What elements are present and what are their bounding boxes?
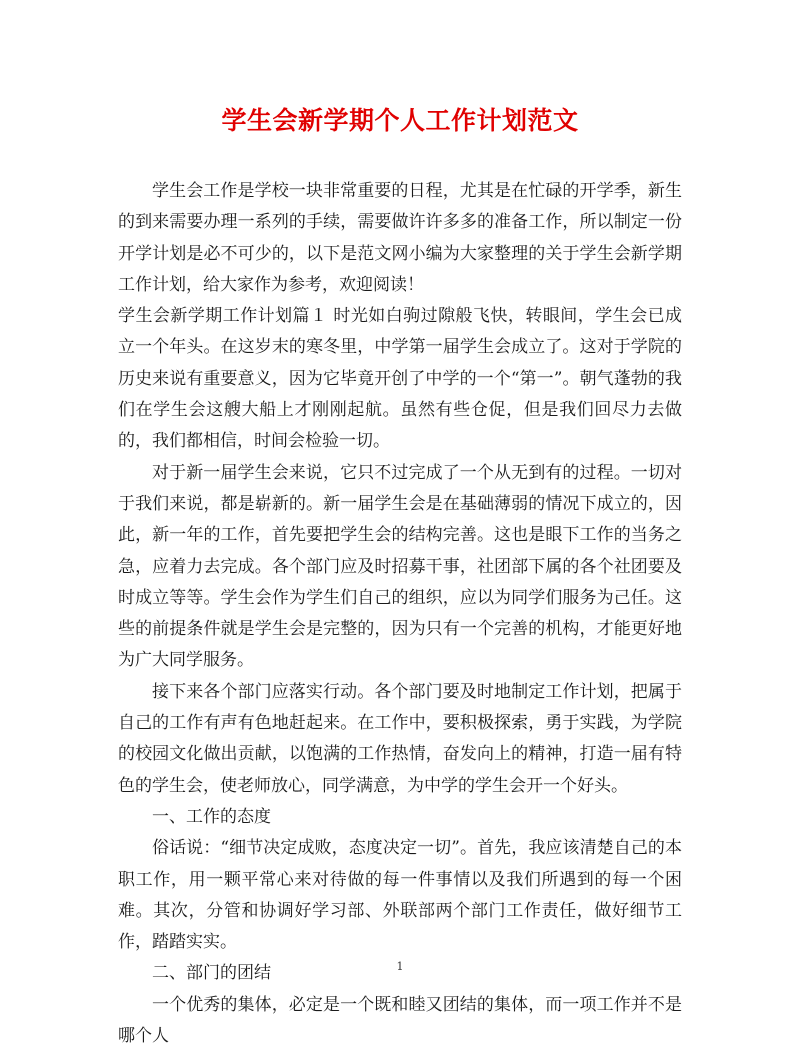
page-number: 1 — [396, 960, 404, 973]
intro-paragraph: 学生会工作是学校一块非常重要的日程，尤其是在忙碌的开学季，新生的到来需要办理一系列的手续，需要做许许多多的准备工作，所以制定一份开学计划是必不可少的，以下是范文网小编为大家整理的关于学生会新学期工作计划，给大家作为参考，欢迎阅读！ — [118, 181, 682, 295]
section-heading-attitude: 一、工作的态度 — [152, 806, 271, 827]
document-title: 学生会新学期个人工作计划范文 — [221, 106, 579, 135]
body-paragraph-2: 接下来各个部门应落实行动。各个部门要及时地制定工作计划，把属于自己的工作有声有色地赶起来。在工作中，要积极探索，勇于实践，为学院的校园文化做出贡献，以饱满的工作热情，奋发向上的精神，打造一届有特色的学生会，使老师放心，同学满意，为中学的学生会开一个好头。 — [118, 681, 682, 796]
body-paragraph-3: 俗话说：“细节决定成败，态度决定一切”。首先，我应该清楚自己的本职工作，用一颗平常心来对待做的每一件事情以及我们所遇到的每一个困难。其次，分管和协调好学习部、外联部两个部门工作责任，做好细节工作，踏踏实实。 — [118, 838, 682, 953]
chapter-text: 时光如白驹过隙般飞快，转眼间，学生会已成立一个年头。在这岁末的寒冬里，中学第一届学生会成立了。这对于学院的历史来说有重要意义，因为它毕竟开创了中学的一个“第一”。朝气蓬勃的我们在学生会这艘大船上才刚刚起航。虽然有些仓促，但是我们回尽力去做的，我们都相信，时间会检验一切。 — [118, 306, 683, 452]
chapter-paragraph — [118, 301, 682, 457]
chapter-label: 学生会新学期工作计划篇１ — [118, 306, 328, 327]
document-body — [118, 176, 682, 1052]
body-paragraph-4: 一个优秀的集体，必定是一个既和睦又团结的集体，而一项工作并不是哪个人 — [118, 994, 682, 1047]
body-paragraph-1: 对于新一届学生会来说，它只不过完成了一个从无到有的过程。一切对于我们来说，都是崭新的。新一届学生会是在基础薄弱的情况下成立的，因此，新一年的工作，首先要把学生会的结构完善。这也是眼下工作的当务之急，应着力去完成。各个部门应及时招募干事，社团部下属的各个社团要及时成立等等。学生会作为学生们自己的组织，应以为同学们服务为己任。这些的前提条件就是学生会是完整的，因为只有一个完善的机构，才能更好地为广大同学服务。 — [118, 462, 682, 671]
section-heading-unity: 二、部门的团结 — [152, 963, 271, 984]
